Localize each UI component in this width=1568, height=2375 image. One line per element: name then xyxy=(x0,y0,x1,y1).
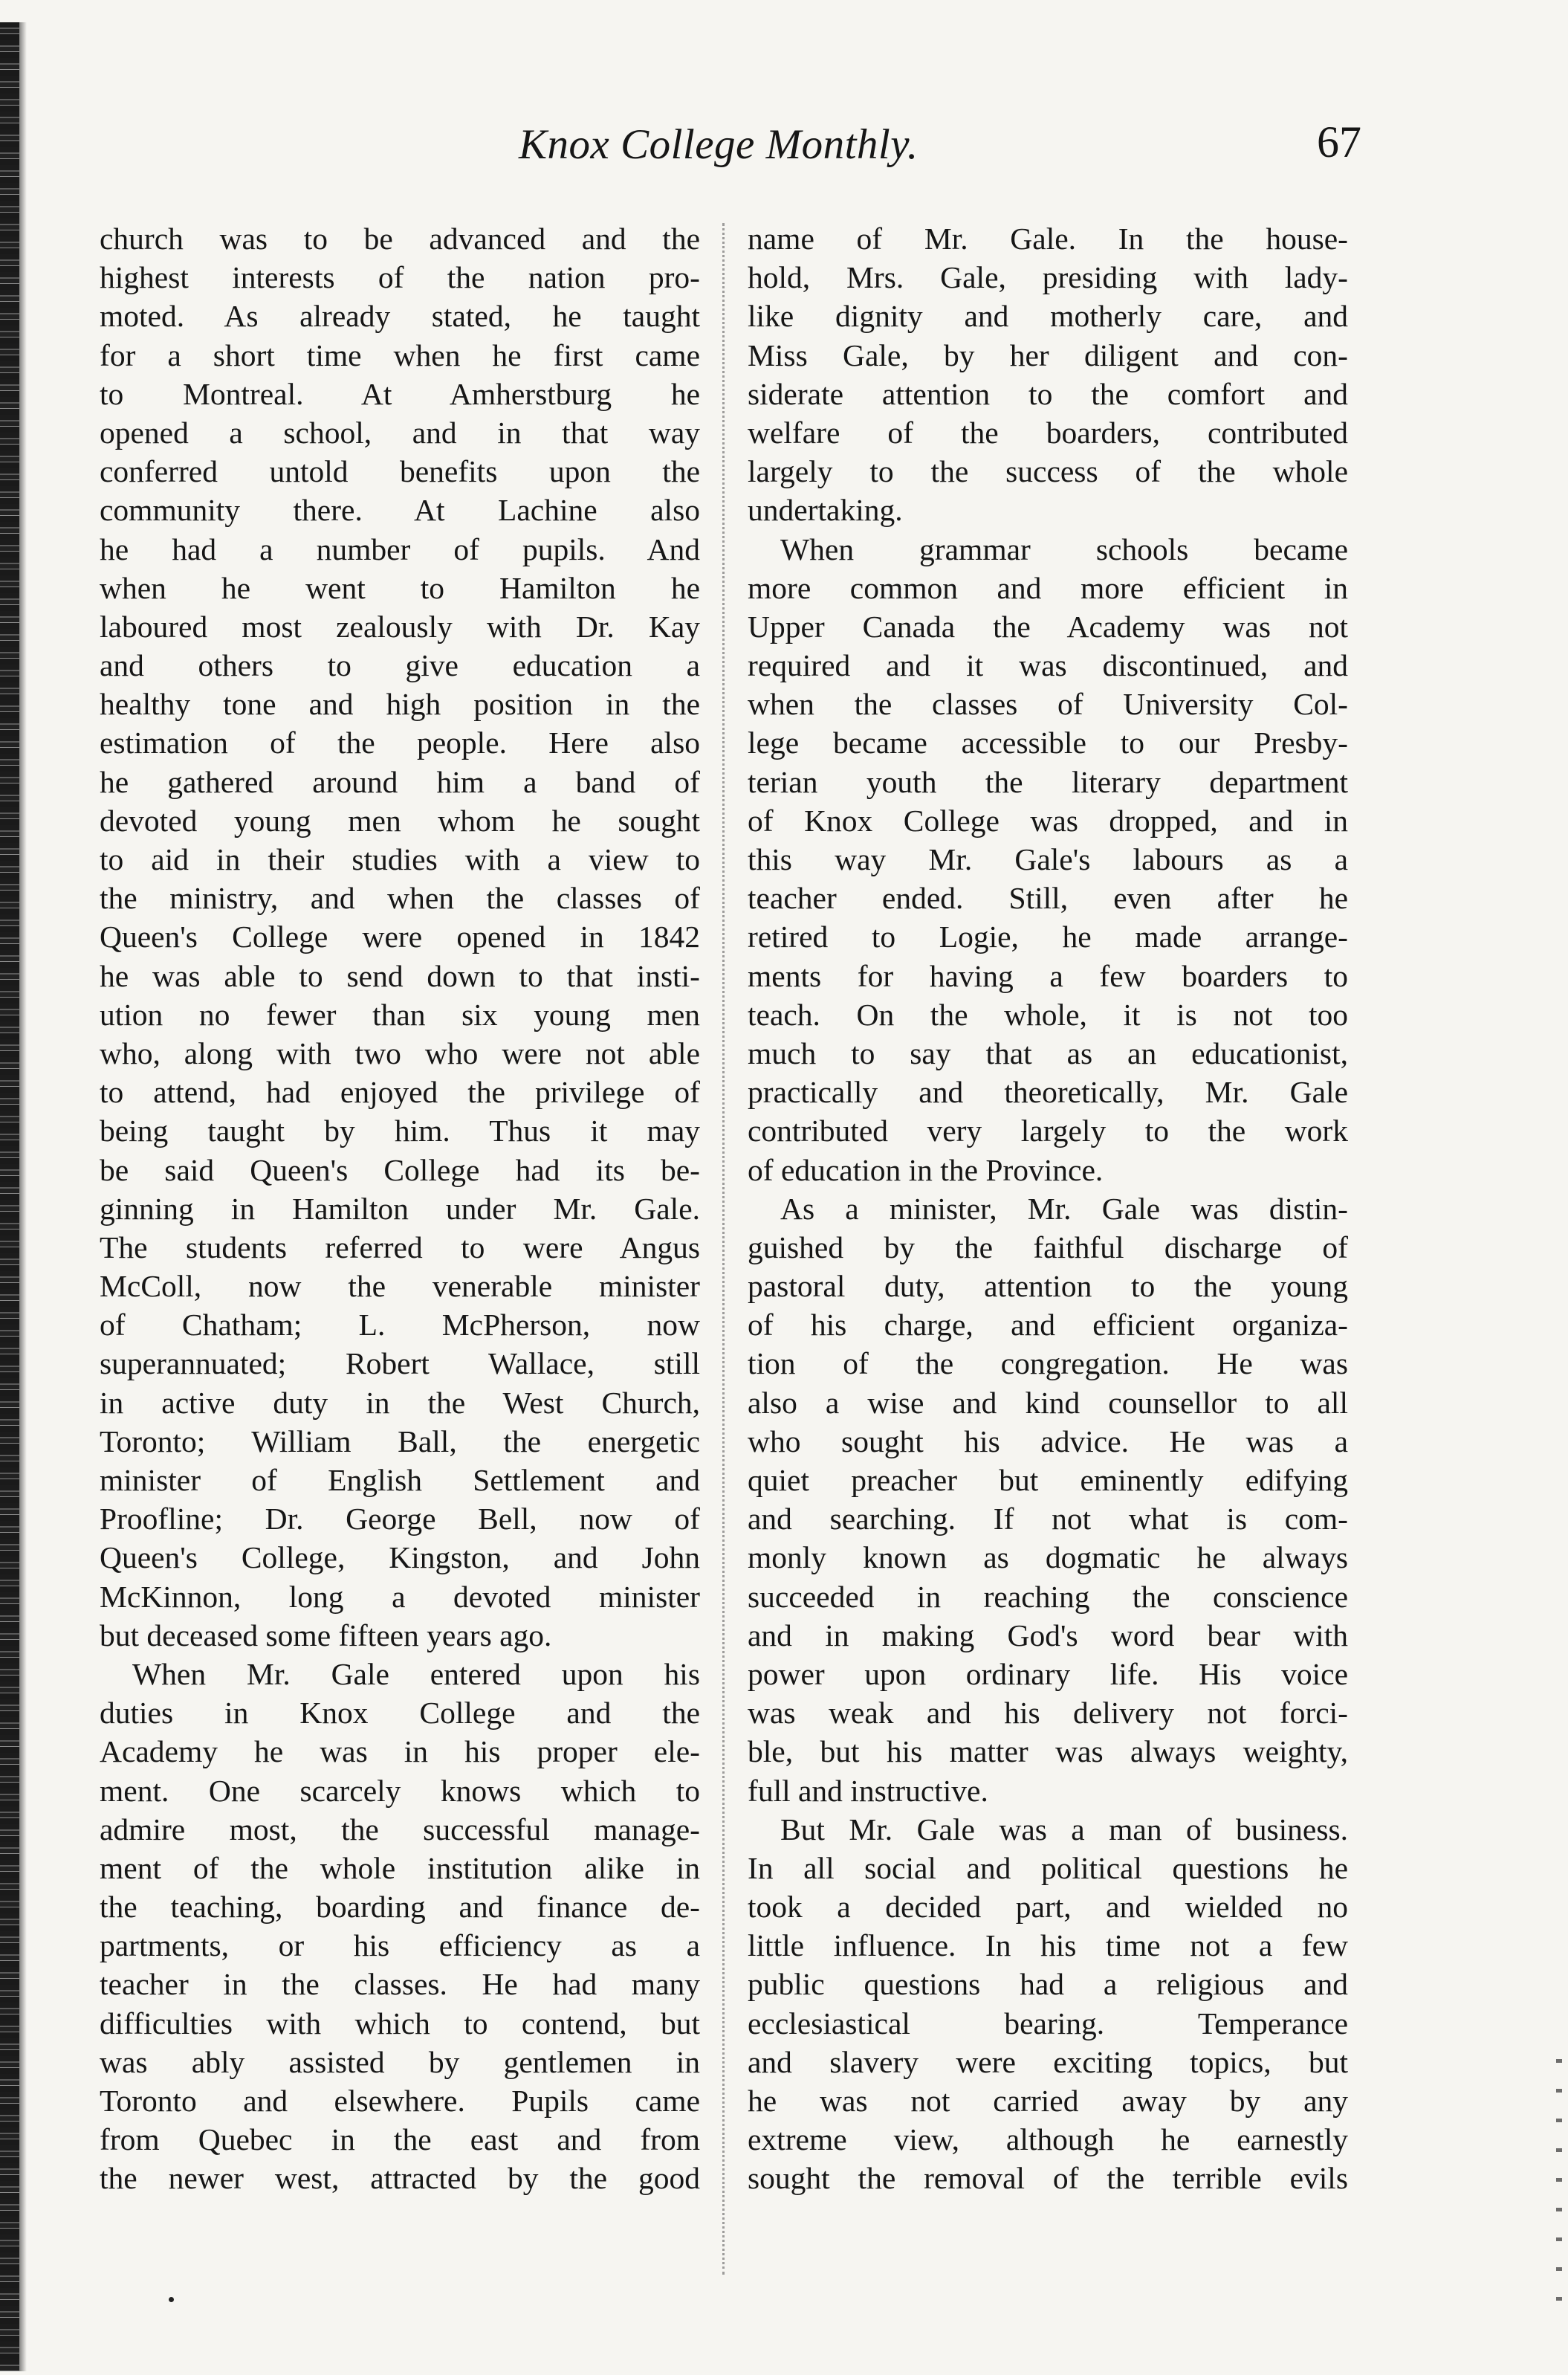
text-line: of Chatham; L. McPherson, now xyxy=(100,1308,700,1342)
text-line: But Mr. Gale was a man of business. xyxy=(780,1812,1348,1846)
text-line: undertaking. xyxy=(748,493,903,528)
text-line: In all social and political questions he xyxy=(748,1850,1348,1885)
text-line: be said Queen's College had its be- xyxy=(100,1152,700,1187)
text-line: power upon ordinary life. His voice xyxy=(748,1656,1348,1691)
text-line: partments, or his efficiency as a xyxy=(100,1928,700,1963)
binding-shadow xyxy=(19,22,27,2371)
text-line: but deceased some fifteen years ago. xyxy=(100,1618,552,1652)
text-line: welfare of the boarders, contributed xyxy=(748,415,1348,450)
text-line: ment. One scarcely knows which to xyxy=(100,1773,700,1808)
text-line: the teaching, boarding and finance de- xyxy=(100,1890,700,1925)
text-line: to attend, had enjoyed the privilege of xyxy=(100,1075,700,1110)
text-line: tion of the congregation. He was xyxy=(748,1346,1348,1381)
text-line: this way Mr. Gale's labours as a xyxy=(748,842,1348,876)
text-line: of his charge, and efficient organiza- xyxy=(748,1308,1348,1342)
text-line: As a minister, Mr. Gale was distin- xyxy=(780,1191,1348,1226)
text-line: took a decided part, and wielded no xyxy=(748,1890,1348,1925)
text-line: healthy tone and high position in the xyxy=(100,687,700,722)
text-line: when he went to Hamilton he xyxy=(100,570,700,605)
text-line: ecclesiastical bearing. Temperance xyxy=(748,2006,1348,2040)
text-line: ble, but his matter was always weighty, xyxy=(748,1734,1348,1769)
text-line: when the classes of University Col- xyxy=(748,687,1348,722)
text-line: extreme view, although he earnestly xyxy=(748,2122,1348,2157)
text-line: also a wise and kind counsellor to all xyxy=(748,1385,1348,1420)
text-line: conferred untold benefits upon the xyxy=(100,454,700,489)
text-line: who sought his advice. He was a xyxy=(748,1424,1348,1458)
text-line: largely to the success of the whole xyxy=(748,454,1348,489)
text-line: and in making God's word bear with xyxy=(748,1618,1348,1652)
text-line: estimation of the people. Here also xyxy=(100,726,700,760)
text-line: superannuated; Robert Wallace, still xyxy=(100,1346,700,1381)
text-line: minister of English Settlement and xyxy=(100,1463,700,1497)
text-column-left xyxy=(100,219,700,2198)
text-line: pastoral duty, attention to the young xyxy=(748,1269,1348,1304)
text-line: sought the removal of the terrible evils xyxy=(748,2161,1348,2196)
text-line: devoted young men whom he sought xyxy=(100,803,700,838)
text-line: laboured most zealously with Dr. Kay xyxy=(100,609,700,644)
text-line: of education in the Province. xyxy=(748,1152,1104,1187)
text-line: retired to Logie, he made arrange- xyxy=(748,920,1348,954)
text-line: practically and theoretically, Mr. Gale xyxy=(748,1075,1348,1110)
text-line: quiet preacher but eminently edifying xyxy=(748,1463,1348,1497)
page-edge-marks xyxy=(1556,2059,1562,2327)
text-line: in active duty in the West Church, xyxy=(100,1385,700,1420)
text-line: When Mr. Gale entered upon his xyxy=(132,1656,700,1691)
text-line: The students referred to were Angus xyxy=(100,1229,700,1264)
text-line: duties in Knox College and the xyxy=(100,1696,700,1731)
text-line: McColl, now the venerable minister xyxy=(100,1269,700,1304)
text-line: ution no fewer than six young men xyxy=(100,997,700,1032)
text-line: admire most, the successful manage- xyxy=(100,1812,700,1846)
text-line: Queen's College were opened in 1842 xyxy=(100,920,700,954)
text-line: Upper Canada the Academy was not xyxy=(748,609,1348,644)
text-line: to aid in their studies with a view to xyxy=(100,842,700,876)
text-line: he gathered around him a band of xyxy=(100,764,700,799)
print-speck xyxy=(169,2297,174,2302)
text-line: more common and more efficient in xyxy=(748,570,1348,605)
running-title: Knox College Monthly. xyxy=(519,121,919,168)
text-line: full and instructive. xyxy=(748,1773,988,1808)
text-line: required and it was discontinued, and xyxy=(748,648,1348,683)
text-line: siderate attention to the comfort and xyxy=(748,376,1348,411)
text-line: name of Mr. Gale. In the house- xyxy=(748,222,1348,256)
text-line: McKinnon, long a devoted minister xyxy=(100,1579,700,1614)
text-line: was weak and his delivery not forci- xyxy=(748,1696,1348,1731)
text-line: hold, Mrs. Gale, presiding with lady- xyxy=(748,260,1348,295)
text-line: and searching. If not what is com- xyxy=(748,1502,1348,1537)
text-line: Proofline; Dr. George Bell, now of xyxy=(100,1502,700,1537)
text-line: lege became accessible to our Presby- xyxy=(748,726,1348,760)
text-line: moted. As already stated, he taught xyxy=(100,299,700,334)
text-line: ments for having a few boarders to xyxy=(748,958,1348,993)
text-line: community there. At Lachine also xyxy=(100,493,700,528)
text-line: monly known as dogmatic he always xyxy=(748,1540,1348,1575)
text-line: he was able to send down to that insti- xyxy=(100,958,700,993)
text-line: Miss Gale, by her diligent and con- xyxy=(748,337,1348,372)
text-line: Academy he was in his proper ele- xyxy=(100,1734,700,1769)
text-line: terian youth the literary department xyxy=(748,764,1348,799)
text-line: difficulties with which to contend, but xyxy=(100,2006,700,2040)
text-line: much to say that as an educationist, xyxy=(748,1035,1348,1070)
text-line: teach. On the whole, it is not too xyxy=(748,997,1348,1032)
page-number: 67 xyxy=(1317,117,1361,167)
text-line: and slavery were exciting topics, but xyxy=(748,2044,1348,2079)
text-line: Toronto and elsewhere. Pupils came xyxy=(100,2084,700,2118)
text-line: was ably assisted by gentlemen in xyxy=(100,2044,700,2079)
text-line: to Montreal. At Amherstburg he xyxy=(100,376,700,411)
text-column-right xyxy=(748,219,1348,2198)
text-line: the ministry, and when the classes of xyxy=(100,881,700,916)
text-line: like dignity and motherly care, and xyxy=(748,299,1348,334)
text-line: contributed very largely to the work xyxy=(748,1114,1348,1148)
text-line: teacher ended. Still, even after he xyxy=(748,881,1348,916)
text-line: ginning in Hamilton under Mr. Gale. xyxy=(100,1191,700,1226)
text-line: of Knox College was dropped, and in xyxy=(748,803,1348,838)
text-line: church was to be advanced and the xyxy=(100,222,700,256)
text-line: When grammar schools became xyxy=(780,531,1348,566)
text-line: he had a number of pupils. And xyxy=(100,531,700,566)
text-line: opened a school, and in that way xyxy=(100,415,700,450)
binding-edge xyxy=(0,22,19,2371)
text-line: teacher in the classes. He had many xyxy=(100,1967,700,2002)
text-line: highest interests of the nation pro- xyxy=(100,260,700,295)
text-line: Queen's College, Kingston, and John xyxy=(100,1540,700,1575)
text-line: who, along with two who were not able xyxy=(100,1035,700,1070)
text-line: from Quebec in the east and from xyxy=(100,2122,700,2157)
text-line: guished by the faithful discharge of xyxy=(748,1229,1348,1264)
text-line: for a short time when he first came xyxy=(100,337,700,372)
text-line: and others to give education a xyxy=(100,648,700,683)
column-rule xyxy=(722,223,725,2275)
text-line: public questions had a religious and xyxy=(748,1967,1348,2002)
text-line: succeeded in reaching the conscience xyxy=(748,1579,1348,1614)
text-line: little influence. In his time not a few xyxy=(748,1928,1348,1963)
text-line: he was not carried away by any xyxy=(748,2084,1348,2118)
text-line: ment of the whole institution alike in xyxy=(100,1850,700,1885)
text-line: Toronto; William Ball, the energetic xyxy=(100,1424,700,1458)
text-line: being taught by him. Thus it may xyxy=(100,1114,700,1148)
text-line: the newer west, attracted by the good xyxy=(100,2161,700,2196)
